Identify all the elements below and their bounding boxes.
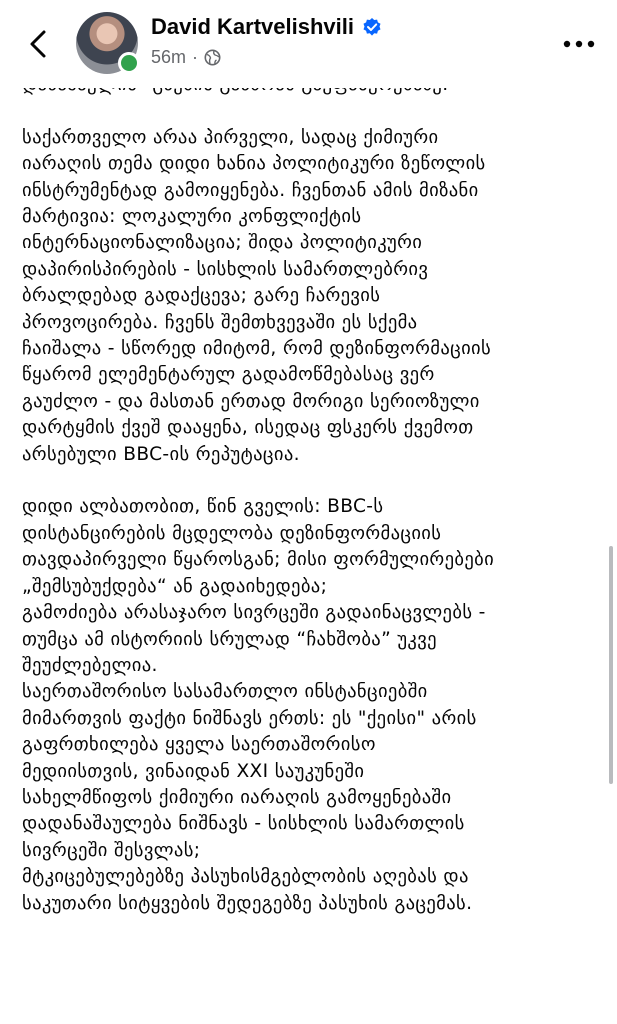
post-header (0, 0, 617, 88)
verified-badge-icon (362, 17, 382, 37)
author-row (151, 14, 382, 40)
post-timestamp[interactable]: 56m (151, 47, 187, 67)
post-paragraph: საქართველო არაა პირველი, სადაც ქიმიური იარაღის თემა დიდი ხანია პოლიტიკური ზეწოლის ინსტრუმენტად გამოიყენება. ჩვენთან ამის მიზანი მარტივია: ლოკალური კონფლიქტის ინტერნაციონალიზაცია; შიდა პოლიტიკური დაპირისპირების - სისხლის სამართლებრივ ბრალდებად გადაქცევა; გარე ჩარევის პროვოცირება. ჩვენს შემთხვევაში ეს სქემა ჩაიშალა - სწორედ იმიტომ, რომ დეზინფორმაციის წყარომ ელემენტარულ გადამოწმებასაც ვერ გაუძლო - და მასთან ერთად მორიგი სერიოზული დარტყმის ქვეშ დააყენა, ისედაც ფსკერს ქვემოთ არსებული BBC-ის რეპუტაცია. (22, 126, 492, 465)
more-options-button[interactable] (559, 30, 599, 58)
back-button[interactable] (20, 24, 56, 64)
post-meta (151, 47, 221, 68)
meta-separator: · (192, 47, 199, 67)
globe-icon (204, 49, 221, 66)
online-status-dot (118, 52, 140, 74)
post-body (22, 72, 597, 943)
scrollbar-thumb[interactable] (609, 546, 613, 784)
avatar[interactable] (76, 12, 138, 74)
author-name[interactable]: David Kartvelishvili (151, 14, 354, 39)
more-dots-icon (563, 40, 595, 48)
post-paragraph: დიდი ალბათობით, წინ გველის: BBC-ს დისტანცირების მცდელობა დეზინფორმაციის თავდაპირველი წყაროსგან; მისი ფორმულირებები „შემსუბუქდება“ ან გადაიხედება; გამოძიება არასაჯარო სივრცეში გადაინაცვლებს - თუმცა ამ ისტორიის სრულად “ჩახშობა” უკვე შეუძლებელია. საერთაშორისო სასამართლო ინსტანციებში მიმართვის ფაქტი ნიშნავს ერთს: ეს "ქეისი" არის გაფრთხილება ყველა საერთაშორისო მედიისთვის, ვინაიდან XXI საუკუნეში სახელმწიფოს ქიმიური იარაღის გამოყენებაში დადანაშაულება ნიშნავს - სისხლის სამართლის სივრცეში შესვლას; მტკიცებულებებზე პასუხისმგებლობის აღებას და საკუთარი სიტყვების შედეგებზე პასუხის გაცემას. (22, 496, 495, 914)
chevron-left-icon (29, 29, 47, 59)
